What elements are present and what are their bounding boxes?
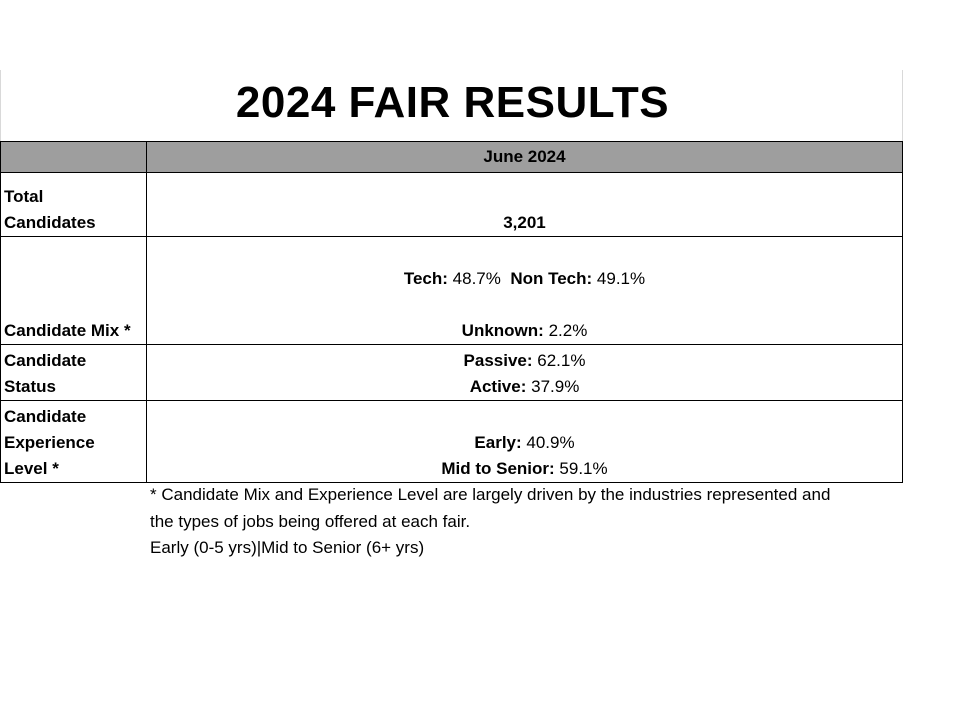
experience-level-value <box>147 401 903 483</box>
footnote-line2: the types of jobs being offered at each fair. <box>150 511 471 531</box>
header-period-cell: June 2024 <box>147 142 903 173</box>
total-candidates-value <box>147 173 903 237</box>
exp-label-line1: Candidate <box>4 407 87 426</box>
candidate-mix-value <box>147 237 903 345</box>
experience-level-label <box>1 401 147 483</box>
total-value: 3,201 <box>503 213 546 232</box>
mix-line-unknown <box>150 318 899 344</box>
results-sheet <box>0 70 903 483</box>
passive-value: 62.1% <box>537 351 586 370</box>
senior-value: 59.1% <box>559 459 608 478</box>
tech-key: Tech: <box>403 269 448 288</box>
table-row-total-candidates <box>1 173 903 237</box>
mix-line-tech <box>150 266 899 292</box>
total-label-line2: Candidates <box>4 213 96 232</box>
early-value: 40.9% <box>526 433 575 452</box>
nontech-value: 49.1% <box>596 269 646 288</box>
status-label-line1: Candidate <box>4 351 87 370</box>
nontech-key: Non Tech: <box>510 269 593 288</box>
exp-line-senior <box>150 456 899 482</box>
page-title: 2024 FAIR RESULTS <box>235 78 670 127</box>
passive-key: Passive: <box>463 351 533 370</box>
footnotes <box>150 482 910 562</box>
status-label-line2: Status <box>4 377 56 396</box>
total-label-line1: Total <box>4 187 44 206</box>
early-key: Early: <box>474 433 522 452</box>
exp-label-line2: Experience <box>4 433 95 452</box>
footnote-line1: * Candidate Mix and Experience Level are largely driven by the industries represented and <box>150 485 831 504</box>
header-label-cell <box>1 142 147 173</box>
tech-value: 48.7% <box>452 269 501 288</box>
results-table <box>0 141 903 483</box>
candidate-status-label <box>1 345 147 401</box>
table-row-experience-level <box>1 401 903 483</box>
active-value: 37.9% <box>531 377 580 396</box>
active-key: Active: <box>469 377 527 396</box>
exp-line-early <box>150 430 899 456</box>
title-row <box>0 70 903 141</box>
unknown-key: Unknown: <box>461 321 544 340</box>
status-line-active <box>150 374 899 400</box>
table-row-candidate-mix <box>1 237 903 345</box>
total-candidates-label <box>1 173 147 237</box>
status-line-passive <box>150 348 899 374</box>
senior-key: Mid to Senior: <box>441 459 555 478</box>
candidate-mix-label: Candidate Mix * <box>1 237 147 345</box>
unknown-value: 2.2% <box>548 321 588 340</box>
footnote-line3: Early (0-5 yrs)|Mid to Senior (6+ yrs) <box>150 538 425 557</box>
table-row-candidate-status <box>1 345 903 401</box>
table-header-row <box>1 142 903 173</box>
candidate-status-value <box>147 345 903 401</box>
exp-label-line3: Level * <box>4 459 59 478</box>
